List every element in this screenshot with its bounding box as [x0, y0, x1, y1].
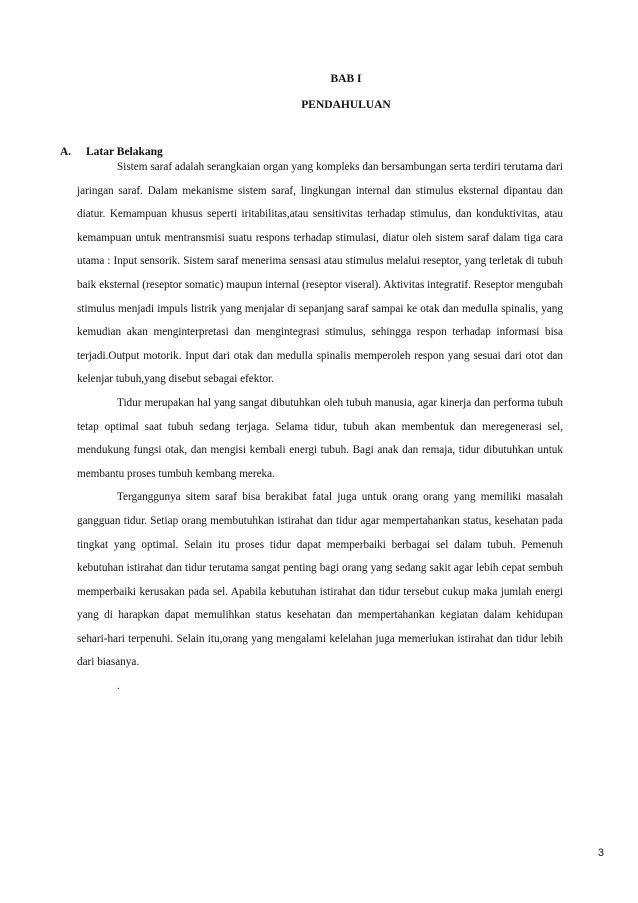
body-text	[77, 156, 563, 699]
paragraph: Tidur merupakan hal yang sangat dibutuhkan oleh tubuh manusia, agar kinerja dan performa tubuh tetap optimal saat tubuh sedang terjaga. Selama tidur, tubuh akan membentuk dan meregenerasi sel, mendukung fungsi otak, dan mengisi kembali energi tubuh. Bagi anak dan remaja, tidur dibutuhkan untuk membantu proses tumbuh kembang mereka.	[77, 396, 563, 480]
trailing-mark: .	[117, 680, 120, 693]
section-marker: A.	[60, 146, 72, 158]
page-number: 3	[597, 847, 604, 859]
paragraph: Sistem saraf adalah serangkaian organ yang kompleks dan bersambungan serta terdiri terutama dari jaringan saraf. Dalam mekanisme sistem saraf, lingkungan internal dan stimulus eksternal dipantau dan diatur. Kemampuan khusus seperti iritabilitas,atau sensitivitas terhadap stimulus, dan konduktivitas, atau kemampuan untuk mentransmisi suatu respons terhadap stimulasi, diatur oleh sistem saraf dalam tiga cara utama : Input sensorik. Sistem saraf menerima sensasi atau stimulus melalui reseptor, yang terletak di tubuh baik eksternal (reseptor somatic) maupun internal (reseptor viseral). Aktivitas integratif. Reseptor mengubah stimulus menjadi impuls listrik yang menjalar di sepanjang saraf sampai ke otak dan medulla spinalis, yang kemudian akan menginterpretasi dan mengintegrasi stimulus, sehingga respon terhadap informasi bisa terjadi.Output motorik. Input dari otak dan medulla spinalis memperoleh respon yang sesuai dari otot dan kelenjar tubuh,yang disebut sebagai efektor.	[77, 161, 563, 386]
chapter-number: BAB I	[330, 73, 362, 85]
paragraph: Terganggunya sitem saraf bisa berakibat fatal juga untuk orang orang yang memiliki masalah gangguan tidur. Setiap orang membutuhkan istirahat dan tidur agar mempertahankan status, kesehatan pada tingkat yang optimal. Selain itu proses tidur dapat memperbaiki berbagai sel dalam tubuh. Pemenuh kebutuhan istirahat dan tidur terutama sangat penting bagi orang yang sedang sakit agar lebih cepat sembuh memperbaiki kerusakan pada sel. Apabila kebutuhan istirahat dan tidur tersebut cukup maka jumlah energi yang di harapkan dapat memulihkan status kesehatan dan mempertahankan kegiatan dalam kehidupan sehari-hari terpenuhi. Selain itu,orang yang mengalami kelelahan juga memerlukan istirahat dan tidur lebih dari biasanya.	[77, 491, 563, 669]
chapter-title: PENDAHULUAN	[301, 99, 391, 111]
section-title: Latar Belakang	[86, 146, 163, 158]
